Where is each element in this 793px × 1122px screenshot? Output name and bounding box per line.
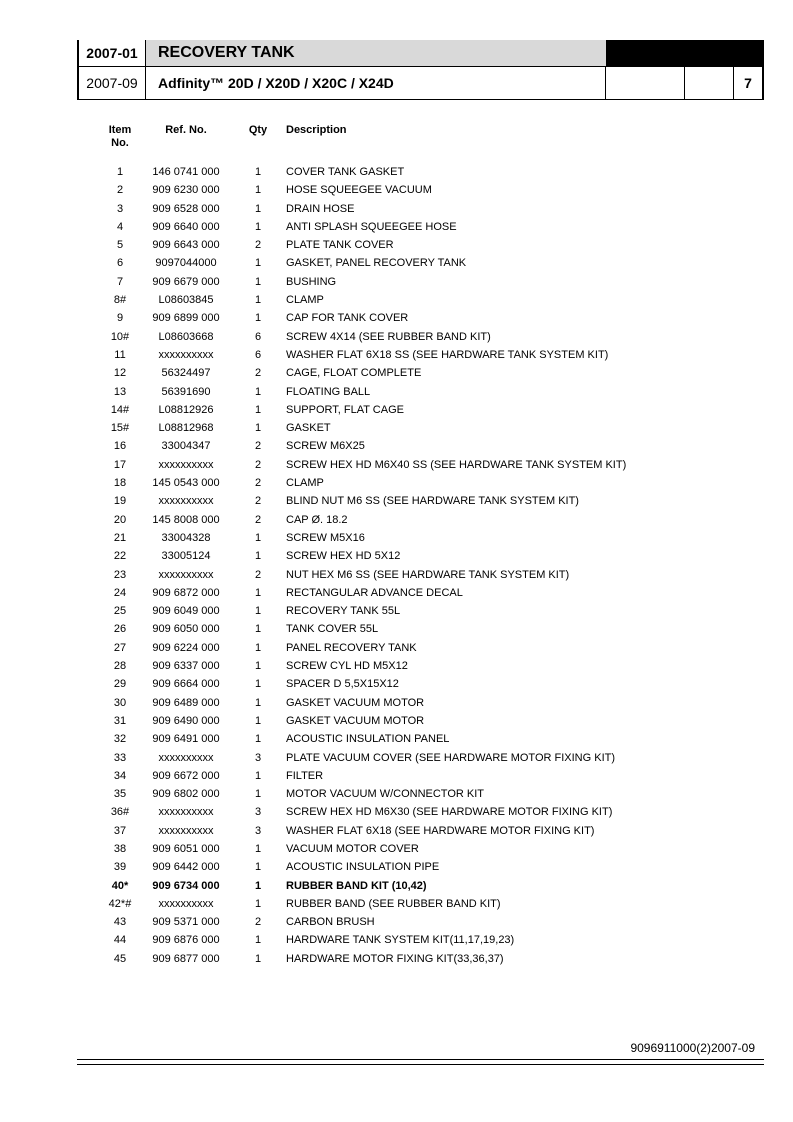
part-ref-number: 909 6643 000 (152, 239, 220, 252)
part-ref-number: 909 6050 000 (152, 623, 220, 636)
part-description: VACUUM MOTOR COVER (286, 842, 419, 855)
parts-row (0, 767, 793, 785)
page-header (77, 40, 764, 100)
part-item-number: 27 (113, 641, 127, 654)
part-quantity: 3 (254, 806, 262, 819)
part-description: RECTANGULAR ADVANCE DECAL (286, 586, 463, 599)
part-description: ACOUSTIC INSULATION PANEL (286, 733, 450, 746)
parts-row (0, 474, 793, 492)
header-date-top: 2007-01 (79, 40, 146, 66)
part-description: CARBON BRUSH (286, 916, 375, 929)
parts-row (0, 254, 793, 272)
parts-row (0, 291, 793, 309)
part-ref-number: 909 6442 000 (152, 861, 220, 874)
part-quantity: 1 (254, 422, 262, 435)
part-quantity: 2 (254, 495, 262, 508)
part-description: ANTI SPLASH SQUEEGEE HOSE (286, 220, 457, 233)
part-quantity: 1 (254, 678, 262, 691)
parts-row (0, 200, 793, 218)
parts-row (0, 419, 793, 437)
part-description: RECOVERY TANK 55L (286, 605, 401, 618)
part-quantity: 1 (254, 385, 262, 398)
parts-row (0, 694, 793, 712)
part-item-number: 6 (116, 257, 124, 270)
part-item-number: 13 (113, 385, 127, 398)
part-item-number: 16 (113, 440, 127, 453)
part-quantity: 2 (254, 239, 262, 252)
part-quantity: 1 (254, 586, 262, 599)
part-description: PANEL RECOVERY TANK (286, 641, 417, 654)
page-number: 7 (744, 75, 752, 91)
parts-row (0, 931, 793, 949)
part-item-number: 44 (113, 934, 127, 947)
part-quantity: 1 (254, 623, 262, 636)
part-description: CAP FOR TANK COVER (286, 312, 409, 325)
part-ref-number: L08812926 (158, 403, 214, 416)
footer-rule (77, 1064, 764, 1065)
part-description: GASKET VACUUM MOTOR (286, 714, 425, 727)
part-quantity: 2 (254, 458, 262, 471)
part-item-number: 12 (113, 367, 127, 380)
part-ref-number: xxxxxxxxxx (158, 824, 214, 837)
parts-row (0, 309, 793, 327)
part-ref-number: 145 8008 000 (152, 513, 220, 526)
parts-row (0, 712, 793, 730)
part-description: CLAMP (286, 294, 324, 307)
part-ref-number: 909 6899 000 (152, 312, 220, 325)
part-quantity: 1 (254, 842, 262, 855)
part-ref-number: xxxxxxxxxx (158, 348, 214, 361)
part-item-number: 18 (113, 477, 127, 490)
parts-list (0, 163, 793, 968)
part-description: CAP Ø. 18.2 (286, 513, 348, 526)
part-description: CAGE, FLOAT COMPLETE (286, 367, 422, 380)
part-ref-number: 909 6337 000 (152, 660, 220, 673)
part-quantity: 1 (254, 550, 262, 563)
part-description: FLOATING BALL (286, 385, 371, 398)
part-ref-number: L08603845 (158, 294, 214, 307)
part-description: BLIND NUT M6 SS (SEE HARDWARE TANK SYSTEM KIT) (286, 495, 579, 508)
part-item-number: 10# (110, 330, 130, 343)
model-title: Adfinity™ 20D / X20D / X20C / X24D (146, 67, 606, 99)
parts-row (0, 858, 793, 876)
part-ref-number: 146 0741 000 (152, 166, 220, 178)
part-ref-number: 909 6679 000 (152, 275, 220, 288)
part-quantity: 1 (254, 605, 262, 618)
part-description: SCREW M5X16 (286, 531, 365, 544)
part-description: WASHER FLAT 6X18 SS (SEE HARDWARE TANK SYSTEM KIT) (286, 348, 609, 361)
part-quantity: 1 (254, 275, 262, 288)
part-description: SCREW 4X14 (SEE RUBBER BAND KIT) (286, 330, 491, 343)
part-quantity: 1 (254, 641, 262, 654)
part-ref-number: 909 6528 000 (152, 202, 220, 215)
part-description: MOTOR VACUUM W/CONNECTOR KIT (286, 788, 484, 801)
part-description: SCREW M6X25 (286, 440, 365, 453)
part-quantity: 1 (254, 934, 262, 947)
part-description: HOSE SQUEEGEE VACUUM (286, 184, 432, 197)
part-description: GASKET VACUUM MOTOR (286, 696, 425, 709)
part-quantity: 1 (254, 733, 262, 746)
parts-row (0, 566, 793, 584)
part-quantity: 1 (254, 531, 262, 544)
parts-row (0, 840, 793, 858)
part-item-number: 34 (113, 769, 127, 782)
part-quantity: 6 (254, 330, 262, 343)
parts-row (0, 950, 793, 968)
parts-row (0, 785, 793, 803)
part-ref-number: 909 6877 000 (152, 952, 220, 965)
part-ref-number: 909 6491 000 (152, 733, 220, 746)
part-item-number: 40* (111, 879, 129, 892)
part-quantity: 1 (254, 788, 262, 801)
parts-row (0, 273, 793, 291)
part-ref-number: 909 5371 000 (152, 916, 220, 929)
part-description: DRAIN HOSE (286, 202, 355, 215)
part-ref-number: xxxxxxxxxx (158, 897, 214, 910)
footer-rule (77, 1059, 764, 1060)
part-ref-number: 909 6049 000 (152, 605, 220, 618)
part-quantity: 1 (254, 312, 262, 325)
part-item-number: 15# (110, 422, 130, 435)
column-header-qty: Qty (248, 124, 268, 136)
column-header-item-label: Item No. (108, 124, 132, 149)
header-empty-cell (685, 67, 734, 99)
section-title: RECOVERY TANK (146, 40, 606, 66)
part-ref-number: 909 6490 000 (152, 714, 220, 727)
part-item-number: 4 (116, 220, 124, 233)
part-ref-number: 56391690 (161, 385, 211, 398)
parts-row (0, 730, 793, 748)
part-description: SPACER D 5,5X15X12 (286, 678, 399, 691)
part-ref-number: 56324497 (161, 367, 211, 380)
part-description: BUSHING (286, 275, 337, 288)
part-item-number: 28 (113, 660, 127, 673)
part-item-number: 20 (113, 513, 127, 526)
part-quantity: 1 (254, 257, 262, 270)
part-description: GASKET, PANEL RECOVERY TANK (286, 257, 467, 270)
part-quantity: 3 (254, 751, 262, 764)
part-item-number: 22 (113, 550, 127, 563)
part-description: SUPPORT, FLAT CAGE (286, 403, 404, 416)
part-item-number: 8# (113, 294, 127, 307)
parts-row (0, 236, 793, 254)
parts-row (0, 657, 793, 675)
part-quantity: 1 (254, 220, 262, 233)
part-ref-number: 909 6489 000 (152, 696, 220, 709)
document-code: 9096911000(2)2007-09 (630, 1041, 755, 1055)
part-item-number: 29 (113, 678, 127, 691)
header-black-block (606, 40, 764, 66)
parts-row (0, 675, 793, 693)
parts-row (0, 364, 793, 382)
part-ref-number: 145 0543 000 (152, 477, 220, 490)
part-item-number: 14# (110, 403, 130, 416)
part-item-number: 11 (114, 348, 126, 361)
parts-row (0, 383, 793, 401)
part-description: WASHER FLAT 6X18 (SEE HARDWARE MOTOR FIXING KIT) (286, 824, 595, 837)
part-item-number: 23 (113, 568, 127, 581)
header-date-bottom: 2007-09 (79, 67, 146, 99)
part-item-number: 39 (113, 861, 127, 874)
part-item-number: 21 (113, 531, 127, 544)
part-quantity: 2 (254, 477, 262, 490)
part-ref-number: xxxxxxxxxx (158, 458, 214, 471)
part-ref-number: xxxxxxxxxx (158, 495, 214, 508)
part-ref-number: 909 6664 000 (152, 678, 220, 691)
part-quantity: 2 (254, 367, 262, 380)
part-quantity: 2 (254, 916, 262, 929)
part-ref-number: 9097044000 (155, 257, 217, 270)
part-description: SCREW HEX HD M6X30 (SEE HARDWARE MOTOR FIXING KIT) (286, 806, 613, 819)
part-ref-number: 909 6876 000 (152, 934, 220, 947)
part-item-number: 43 (113, 916, 127, 929)
parts-row (0, 547, 793, 565)
part-description: GASKET (286, 422, 331, 435)
part-quantity: 1 (254, 202, 262, 215)
part-description: COVER TANK GASKET (286, 166, 405, 178)
column-header-description: Description (286, 124, 347, 136)
part-item-number: 3 (116, 202, 124, 215)
part-ref-number: xxxxxxxxxx (158, 751, 214, 764)
parts-row (0, 529, 793, 547)
part-item-number: 1 (116, 166, 124, 178)
parts-row (0, 620, 793, 638)
part-quantity: 1 (254, 403, 262, 416)
part-ref-number: 909 6672 000 (152, 769, 220, 782)
part-ref-number: 909 6224 000 (152, 641, 220, 654)
parts-row (0, 492, 793, 510)
parts-row (0, 584, 793, 602)
part-item-number: 30 (113, 696, 127, 709)
part-ref-number: 33005124 (161, 550, 211, 563)
part-ref-number: 33004328 (161, 531, 211, 544)
part-ref-number: 909 6640 000 (152, 220, 220, 233)
part-quantity: 1 (254, 696, 262, 709)
part-quantity: 1 (254, 897, 262, 910)
part-ref-number: 909 6230 000 (152, 184, 220, 197)
part-description: HARDWARE TANK SYSTEM KIT(11,17,19,23) (286, 934, 515, 947)
part-quantity: 6 (254, 348, 262, 361)
part-description: NUT HEX M6 SS (SEE HARDWARE TANK SYSTEM KIT) (286, 568, 570, 581)
part-description: SCREW HEX HD M6X40 SS (SEE HARDWARE TANK SYSTEM KIT) (286, 458, 627, 471)
part-quantity: 1 (254, 714, 262, 727)
part-item-number: 31 (113, 714, 127, 727)
part-description: RUBBER BAND KIT (10,42) (286, 879, 427, 892)
part-description: ACOUSTIC INSULATION PIPE (286, 861, 440, 874)
part-description: RUBBER BAND (SEE RUBBER BAND KIT) (286, 897, 501, 910)
part-item-number: 36# (110, 806, 130, 819)
part-ref-number: 909 6872 000 (152, 586, 220, 599)
part-ref-number: xxxxxxxxxx (158, 806, 214, 819)
parts-row (0, 181, 793, 199)
part-description: PLATE VACUUM COVER (SEE HARDWARE MOTOR FIXING KIT) (286, 751, 616, 764)
parts-row (0, 346, 793, 364)
parts-row (0, 401, 793, 419)
header-divider (77, 99, 764, 100)
part-quantity: 2 (254, 513, 262, 526)
part-description: FILTER (286, 769, 324, 782)
part-quantity: 1 (254, 660, 262, 673)
part-description: HARDWARE MOTOR FIXING KIT(33,36,37) (286, 952, 504, 965)
part-ref-number: L08812968 (158, 422, 214, 435)
column-header-item (104, 124, 136, 150)
part-item-number: 26 (113, 623, 127, 636)
part-quantity: 3 (254, 824, 262, 837)
part-item-number: 42*# (108, 897, 132, 910)
parts-row (0, 639, 793, 657)
parts-row (0, 895, 793, 913)
part-description: PLATE TANK COVER (286, 239, 394, 252)
part-quantity: 2 (254, 568, 262, 581)
part-item-number: 33 (113, 751, 127, 764)
part-ref-number: 33004347 (161, 440, 211, 453)
part-item-number: 7 (116, 275, 124, 288)
part-quantity: 1 (254, 769, 262, 782)
part-quantity: 1 (254, 952, 262, 965)
part-item-number: 35 (113, 788, 127, 801)
part-ref-number: L08603668 (158, 330, 214, 343)
parts-row (0, 511, 793, 529)
part-item-number: 9 (116, 312, 124, 325)
column-header-ref: Ref. No. (165, 124, 207, 136)
part-item-number: 37 (113, 824, 127, 837)
parts-row (0, 749, 793, 767)
parts-row (0, 803, 793, 821)
parts-row (0, 822, 793, 840)
part-quantity: 1 (254, 879, 262, 892)
header-row-bottom (77, 66, 764, 99)
part-item-number: 25 (113, 605, 127, 618)
part-quantity: 1 (254, 861, 262, 874)
parts-row (0, 602, 793, 620)
part-item-number: 38 (113, 842, 127, 855)
parts-row (0, 163, 793, 181)
parts-row (0, 218, 793, 236)
part-item-number: 2 (116, 184, 124, 197)
part-quantity: 1 (254, 166, 262, 178)
part-ref-number: 909 6802 000 (152, 788, 220, 801)
part-quantity: 1 (254, 294, 262, 307)
header-empty-cell (607, 67, 685, 99)
part-description: SCREW HEX HD 5X12 (286, 550, 401, 563)
part-item-number: 5 (116, 239, 124, 252)
part-quantity: 1 (254, 184, 262, 197)
parts-row (0, 877, 793, 895)
part-ref-number: 909 6051 000 (152, 842, 220, 855)
part-ref-number: xxxxxxxxxx (158, 568, 214, 581)
parts-row (0, 328, 793, 346)
part-description: SCREW CYL HD M5X12 (286, 660, 408, 673)
part-item-number: 32 (113, 733, 127, 746)
part-quantity: 2 (254, 440, 262, 453)
header-row-top (77, 40, 764, 66)
part-item-number: 45 (113, 952, 127, 965)
part-description: TANK COVER 55L (286, 623, 379, 636)
part-item-number: 24 (113, 586, 127, 599)
part-ref-number: 909 6734 000 (152, 879, 220, 892)
part-item-number: 17 (113, 458, 127, 471)
part-description: CLAMP (286, 477, 324, 490)
parts-row (0, 913, 793, 931)
parts-row (0, 437, 793, 455)
part-item-number: 19 (113, 495, 127, 508)
parts-row (0, 456, 793, 474)
